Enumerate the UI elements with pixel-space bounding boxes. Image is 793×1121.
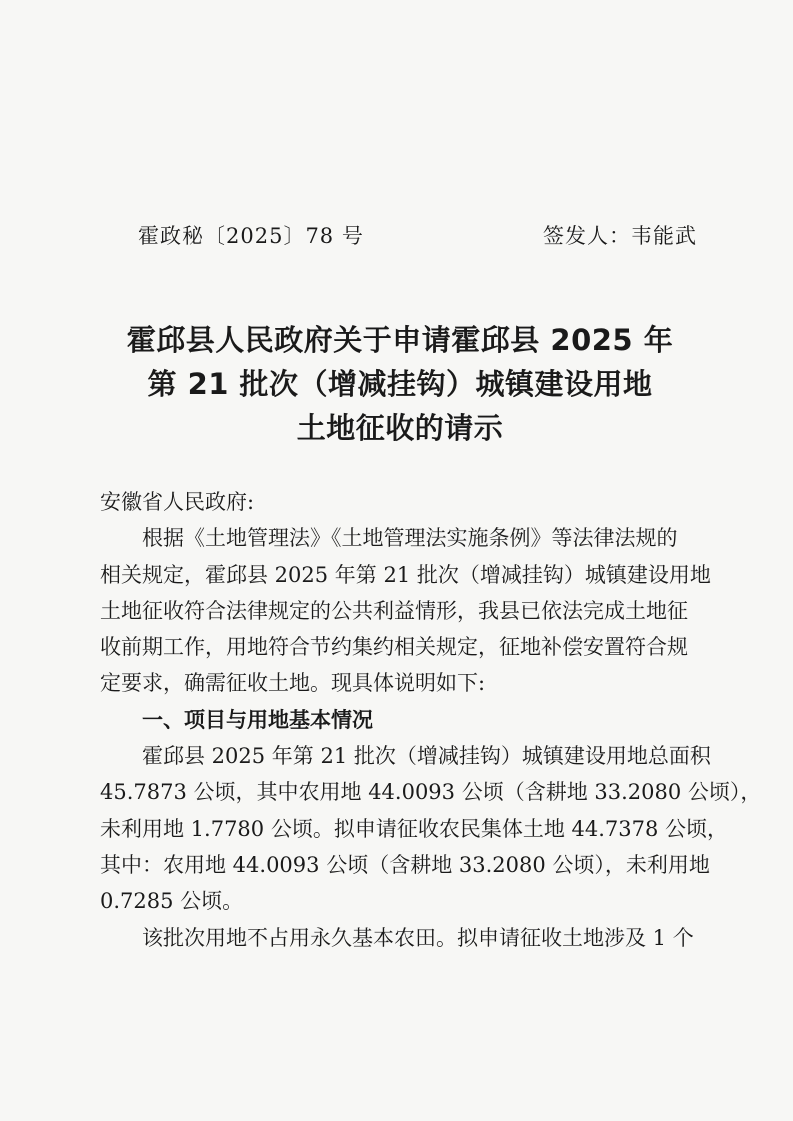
paragraph-line: 0.7285 公顷。 (100, 889, 244, 914)
title-line: 霍邱县人民政府关于申请霍邱县 2025 年 (126, 323, 674, 357)
paragraph-line: 未利用地 1.7780 公顷。拟申请征收农民集体土地 44.7378 公顷， (100, 816, 729, 841)
title-line: 第 21 批次（增减挂钩）城镇建设用地 (147, 367, 653, 401)
paragraph-line: 45.7873 公顷，其中农用地 44.0093 公顷（含耕地 33.2080 公顷）， (100, 780, 762, 805)
paragraph-line: 相关规定，霍邱县 2025 年第 21 批次（增减挂钩）城镇建设用地 (100, 562, 711, 587)
document-body (100, 484, 762, 956)
section-heading: 一、项目与用地基本情况 (142, 707, 373, 732)
paragraph-line: 收前期工作，用地符合节约集约相关规定，征地补偿安置符合规 (100, 635, 688, 660)
salutation: 安徽省人民政府: (100, 490, 255, 514)
document-number: 霍政秘〔2025〕78 号 (138, 224, 364, 248)
title-line: 土地征收的请示 (296, 411, 504, 445)
paragraph-line: 其中：农用地 44.0093 公顷（含耕地 33.2080 公顷），未利用地 (100, 852, 710, 877)
paragraph-line: 土地征收符合法律规定的公共利益情形，我县已依法完成土地征 (100, 598, 688, 623)
paragraph-line: 根据《土地管理法》《土地管理法实施条例》等法律法规的 (142, 526, 678, 551)
paragraph-line: 该批次用地不占用永久基本农田。拟申请征收土地涉及 1 个 (142, 925, 694, 950)
signer: 签发人：韦能武 (543, 224, 697, 248)
paragraph-line: 定要求，确需征收土地。现具体说明如下: (100, 671, 486, 696)
document-title (100, 318, 700, 450)
paragraph-line: 霍邱县 2025 年第 21 批次（增减挂钩）城镇建设用地总面积 (142, 744, 711, 769)
